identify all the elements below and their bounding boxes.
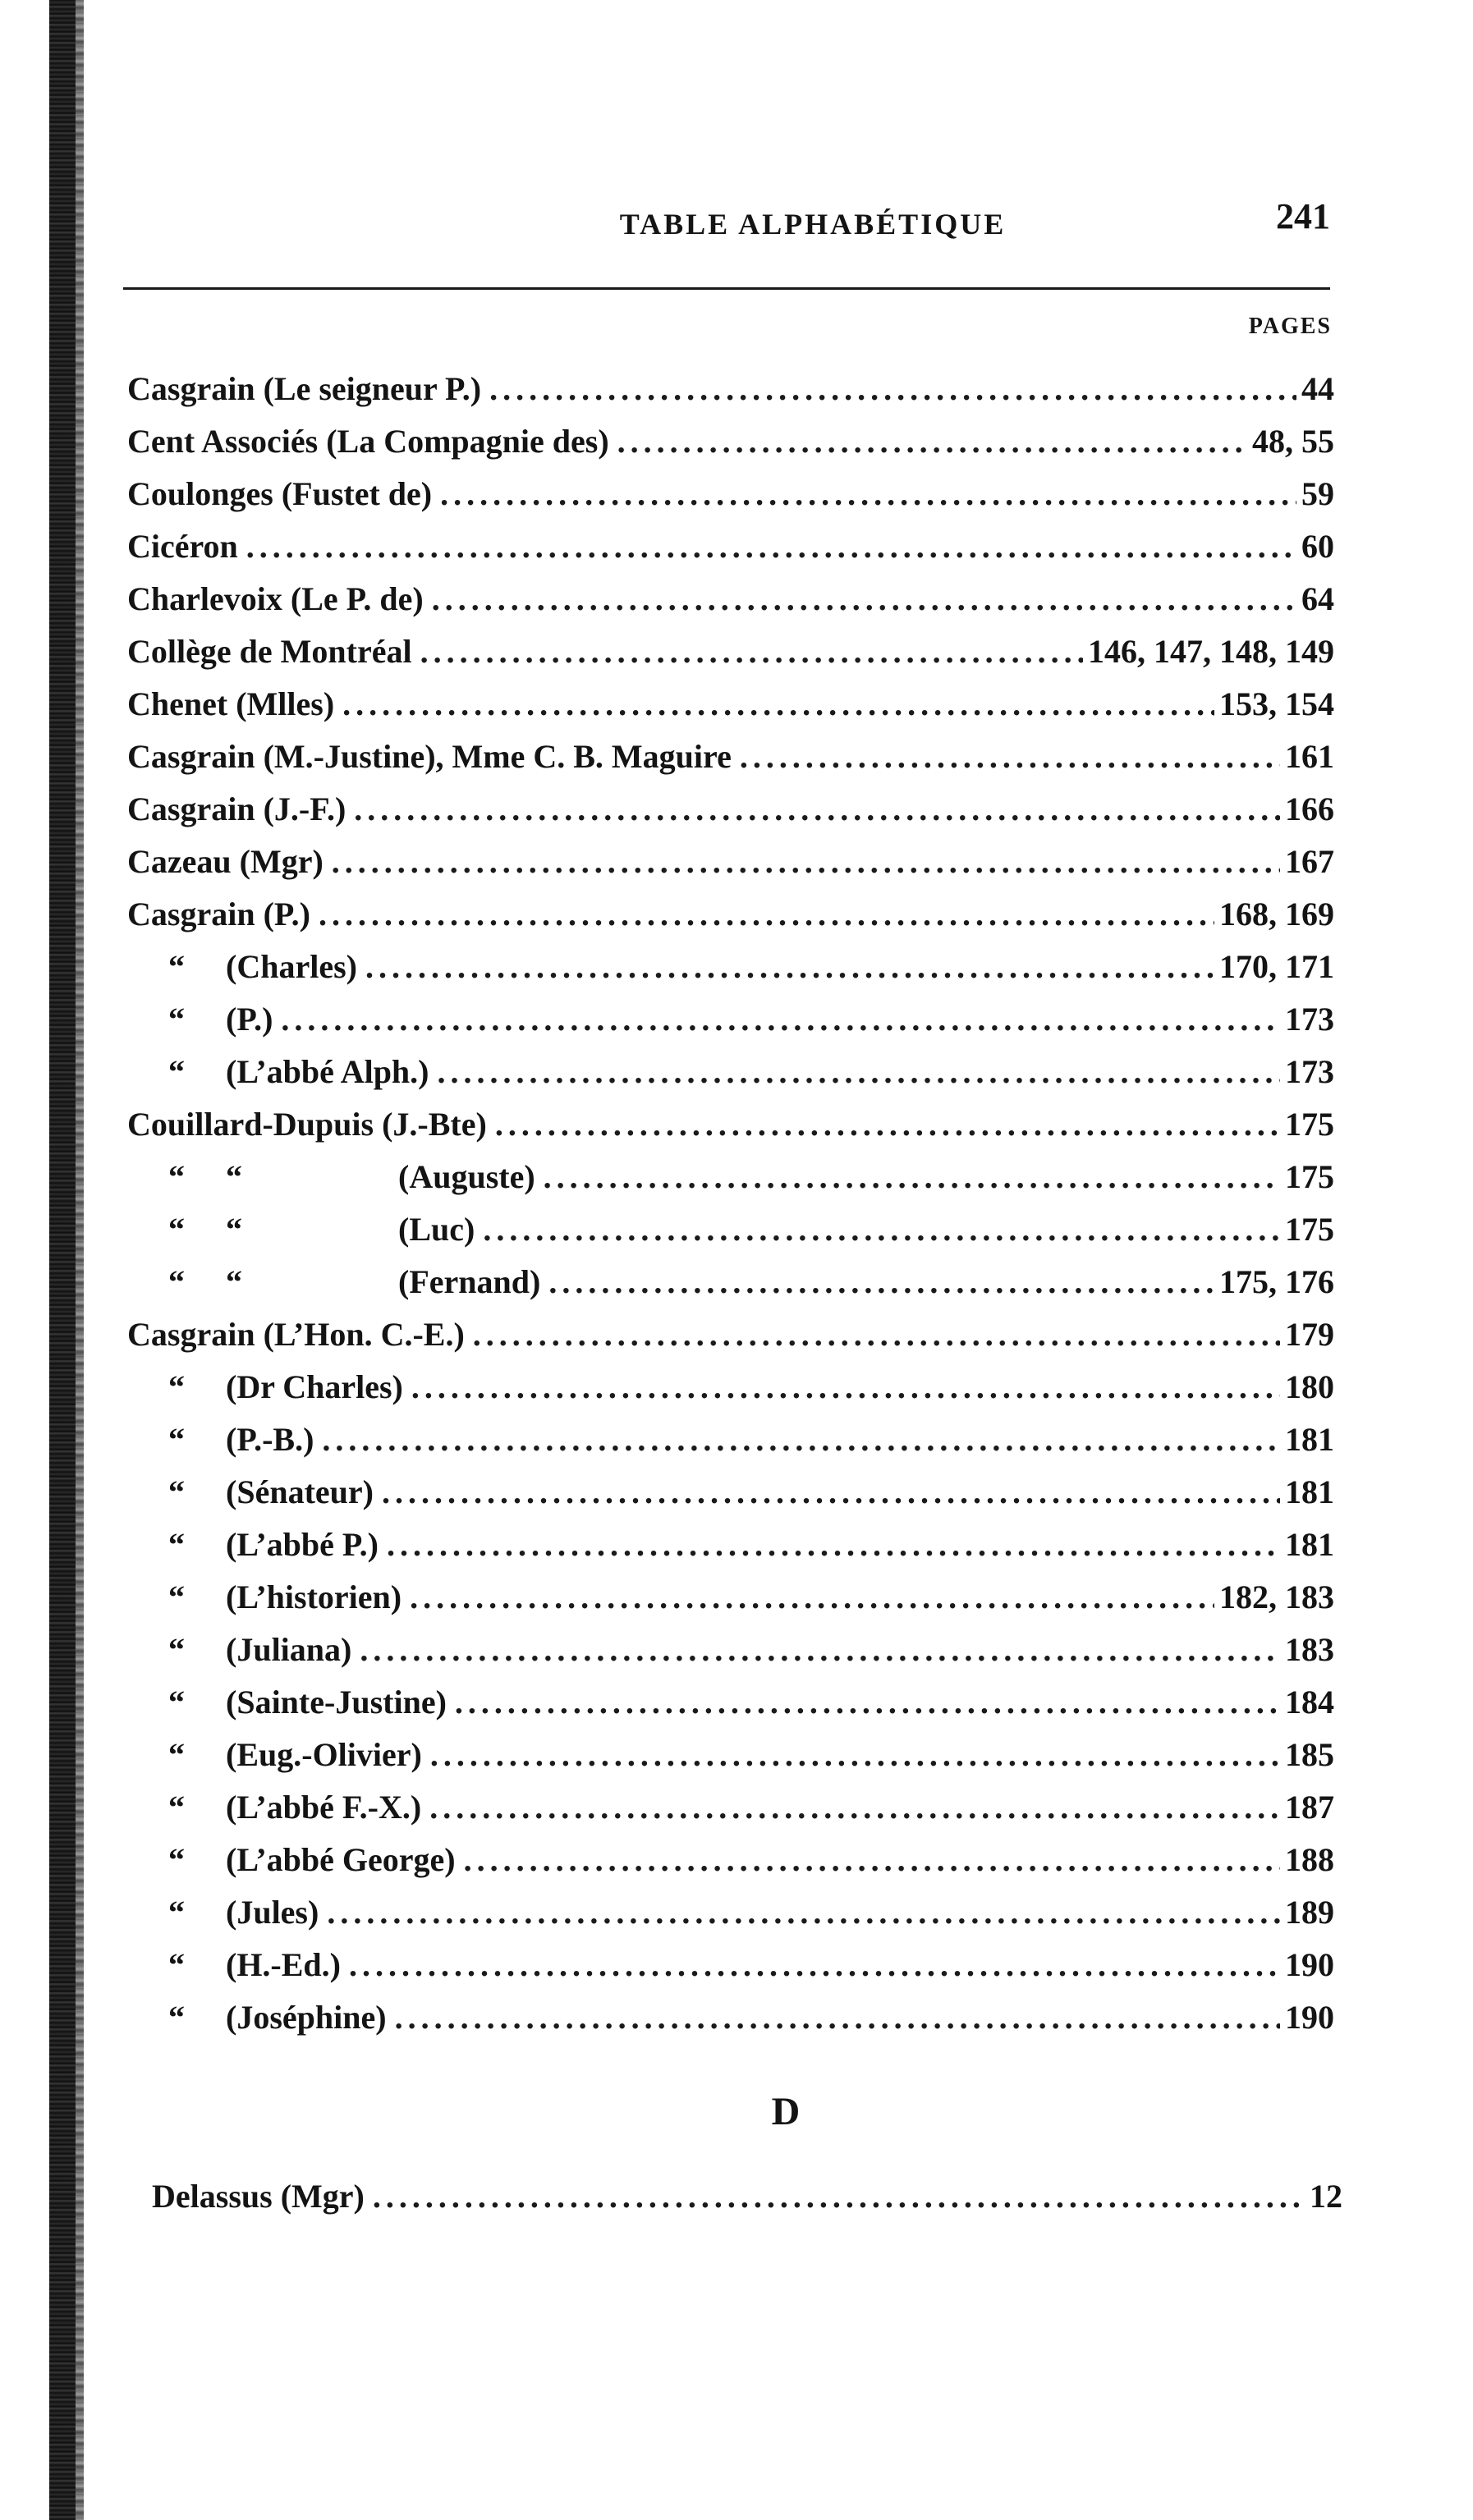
index-entry — [127, 1210, 1334, 1262]
entry-pages: 161 — [1285, 738, 1334, 775]
ditto-mark: “ — [168, 1578, 185, 1615]
entry-pages: 182, 183 — [1219, 1578, 1334, 1615]
dot-leader — [429, 1788, 1280, 1826]
dot-leader — [332, 842, 1280, 881]
ditto-mark-secondary: “ — [226, 1158, 242, 1195]
entry-pages: 185 — [1285, 1736, 1334, 1773]
entry-name: (Auguste) — [398, 1158, 535, 1195]
entry-name: (Joséphine) — [226, 1999, 387, 2036]
index-entries — [127, 369, 1334, 2050]
ditto-mark: “ — [168, 1946, 185, 1983]
dot-leader — [327, 1893, 1280, 1931]
entry-name: (Dr Charles) — [226, 1368, 403, 1405]
dot-leader — [495, 1105, 1280, 1143]
index-entry — [127, 1578, 1334, 1630]
dot-leader — [483, 1210, 1280, 1249]
index-entry — [127, 1368, 1334, 1420]
entry-name: Cazeau (Mgr) — [127, 843, 324, 880]
entry-name: (Jules) — [226, 1894, 319, 1931]
entry-name: Chenet (Mlles) — [127, 685, 335, 722]
entry-pages: 60 — [1301, 528, 1334, 565]
dot-leader — [464, 1840, 1280, 1879]
entry-pages: 175, 176 — [1219, 1263, 1334, 1300]
entry-name: Cent Associés (La Compagnie des) — [127, 423, 609, 460]
dot-leader — [438, 1052, 1281, 1091]
entry-pages: 188 — [1285, 1841, 1334, 1878]
entry-name: (L’abbé George) — [226, 1841, 456, 1878]
entry-pages: 146, 147, 148, 149 — [1088, 633, 1334, 670]
dot-leader — [342, 685, 1214, 723]
ditto-mark: “ — [168, 1001, 185, 1038]
entry-name: Charlevoix (Le P. de) — [127, 580, 424, 617]
entry-name: (L’abbé Alph.) — [226, 1053, 429, 1090]
index-entry — [127, 1262, 1334, 1315]
index-entry — [127, 1735, 1334, 1788]
ditto-mark: “ — [168, 1631, 185, 1668]
dot-leader — [382, 1473, 1280, 1511]
entry-name: (Luc) — [398, 1211, 475, 1248]
index-entry — [127, 1683, 1334, 1735]
dot-leader — [420, 632, 1083, 671]
entry-name: Couillard-Dupuis (J.-Bte) — [127, 1106, 487, 1143]
section-d-entries — [152, 2177, 1342, 2229]
entry-pages: 168, 169 — [1219, 896, 1334, 932]
entry-pages: 173 — [1285, 1001, 1334, 1038]
entry-pages: 167 — [1285, 843, 1334, 880]
entry-name: Coulonges (Fustet de) — [127, 475, 433, 512]
index-entry — [127, 895, 1334, 947]
entry-pages: 183 — [1285, 1631, 1334, 1668]
ditto-mark: “ — [168, 1841, 185, 1878]
index-entry — [127, 737, 1334, 790]
entry-pages: 181 — [1285, 1526, 1334, 1563]
index-entry — [127, 1998, 1334, 2050]
index-entry — [127, 947, 1334, 1000]
dot-leader — [373, 2177, 1305, 2215]
ditto-mark: “ — [168, 948, 185, 985]
dot-leader — [281, 1000, 1280, 1038]
page-number: 241 — [1276, 196, 1330, 236]
index-entry — [127, 685, 1334, 737]
index-entry — [127, 1105, 1334, 1157]
entry-pages: 64 — [1301, 580, 1334, 617]
index-entry — [127, 422, 1334, 474]
entry-name: (H.-Ed.) — [226, 1946, 341, 1983]
entry-pages: 175 — [1285, 1211, 1334, 1248]
entry-name: Casgrain (M.-Justine), Mme C. B. Maguire — [127, 738, 732, 775]
ditto-mark: “ — [168, 1999, 185, 2036]
entry-pages: 153, 154 — [1219, 685, 1334, 722]
entry-pages: 184 — [1285, 1684, 1334, 1720]
dot-leader — [617, 422, 1247, 460]
ditto-mark: “ — [168, 1473, 185, 1510]
index-entry — [127, 1157, 1334, 1210]
index-entry — [127, 527, 1334, 580]
dot-leader — [489, 369, 1296, 408]
entry-name: (Sainte-Justine) — [226, 1684, 447, 1720]
index-entry — [127, 1630, 1334, 1683]
dot-leader — [473, 1315, 1280, 1354]
index-entry — [127, 842, 1334, 895]
ditto-mark: “ — [168, 1368, 185, 1405]
dot-leader — [455, 1683, 1280, 1721]
header-rule — [123, 287, 1330, 290]
index-entry — [127, 1525, 1334, 1578]
pages-column-label: PAGES — [1248, 314, 1332, 339]
entry-pages: 170, 171 — [1219, 948, 1334, 985]
entry-pages: 173 — [1285, 1053, 1334, 1090]
dot-leader — [395, 1998, 1280, 2037]
entry-pages: 187 — [1285, 1789, 1334, 1826]
dot-leader — [387, 1525, 1280, 1564]
entry-pages: 190 — [1285, 1999, 1334, 2036]
entry-name: Cicéron — [127, 528, 238, 565]
ditto-mark: “ — [168, 1158, 185, 1195]
entry-name: (P.) — [226, 1001, 273, 1038]
entry-pages: 181 — [1285, 1421, 1334, 1458]
index-entry — [127, 1788, 1334, 1840]
section-letter-d: D — [771, 2090, 801, 2133]
dot-leader — [319, 895, 1214, 933]
entry-pages: 44 — [1301, 370, 1334, 407]
ditto-mark-secondary: “ — [226, 1211, 242, 1248]
entry-pages: 181 — [1285, 1473, 1334, 1510]
dot-leader — [360, 1630, 1280, 1669]
index-entry — [127, 369, 1334, 422]
running-title: TABLE ALPHABÉTIQUE — [619, 208, 1007, 241]
entry-name: Casgrain (P.) — [127, 896, 310, 932]
index-entry — [127, 632, 1334, 685]
dot-leader — [349, 1945, 1280, 1984]
dot-leader — [411, 1368, 1280, 1406]
ditto-mark-secondary: “ — [226, 1263, 242, 1300]
entry-pages: 190 — [1285, 1946, 1334, 1983]
entry-name: Collège de Montréal — [127, 633, 412, 670]
dot-leader — [432, 580, 1296, 618]
ditto-mark: “ — [168, 1736, 185, 1773]
entry-pages: 179 — [1285, 1316, 1334, 1353]
entry-name: (Charles) — [226, 948, 357, 985]
ditto-mark: “ — [168, 1684, 185, 1720]
entry-pages: 48, 55 — [1252, 423, 1334, 460]
ditto-mark: “ — [168, 1263, 185, 1300]
entry-name: Casgrain (L’Hon. C.-E.) — [127, 1316, 465, 1353]
index-entry — [127, 1420, 1334, 1473]
index-entry — [152, 2177, 1342, 2229]
running-head — [123, 195, 1330, 245]
entry-name: (L’historien) — [226, 1578, 402, 1615]
entry-name: (P.-B.) — [226, 1421, 314, 1458]
dot-leader — [740, 737, 1280, 776]
index-entry — [127, 1052, 1334, 1105]
entry-pages: 175 — [1285, 1158, 1334, 1195]
index-entry — [127, 580, 1334, 632]
entry-pages: 12 — [1310, 2178, 1342, 2215]
dot-leader — [246, 527, 1296, 566]
ditto-mark: “ — [168, 1053, 185, 1090]
entry-name: (Eug.-Olivier) — [226, 1736, 422, 1773]
entry-name: (Juliana) — [226, 1631, 352, 1668]
entry-name: (Fernand) — [398, 1263, 541, 1300]
ditto-mark: “ — [168, 1894, 185, 1931]
dot-leader — [322, 1420, 1280, 1459]
entry-name: (L’abbé P.) — [226, 1526, 379, 1563]
ditto-mark: “ — [168, 1526, 185, 1563]
entry-name: Casgrain (J.-F.) — [127, 790, 346, 827]
index-entry — [127, 1315, 1334, 1368]
index-entry — [127, 790, 1334, 842]
index-entry — [127, 1893, 1334, 1945]
dot-leader — [440, 474, 1296, 513]
dot-leader — [544, 1157, 1280, 1196]
dot-leader — [548, 1262, 1214, 1301]
dot-leader — [410, 1578, 1214, 1616]
ditto-mark: “ — [168, 1789, 185, 1826]
index-entry — [127, 1000, 1334, 1052]
dot-leader — [354, 790, 1280, 828]
entry-pages: 180 — [1285, 1368, 1334, 1405]
index-entry — [127, 474, 1334, 527]
entry-name: (L’abbé F.-X.) — [226, 1789, 422, 1826]
entry-name: Delassus (Mgr) — [152, 2178, 365, 2215]
ditto-mark: “ — [168, 1421, 185, 1458]
ditto-mark: “ — [168, 1211, 185, 1248]
entry-pages: 189 — [1285, 1894, 1334, 1931]
index-entry — [127, 1945, 1334, 1998]
entry-pages: 175 — [1285, 1106, 1334, 1143]
dot-leader — [430, 1735, 1280, 1774]
index-entry — [127, 1473, 1334, 1525]
entry-name: (Sénateur) — [226, 1473, 374, 1510]
dot-leader — [365, 947, 1214, 986]
entry-pages: 59 — [1301, 475, 1334, 512]
index-entry — [127, 1840, 1334, 1893]
entry-name: Casgrain (Le seigneur P.) — [127, 370, 482, 407]
entry-pages: 166 — [1285, 790, 1334, 827]
